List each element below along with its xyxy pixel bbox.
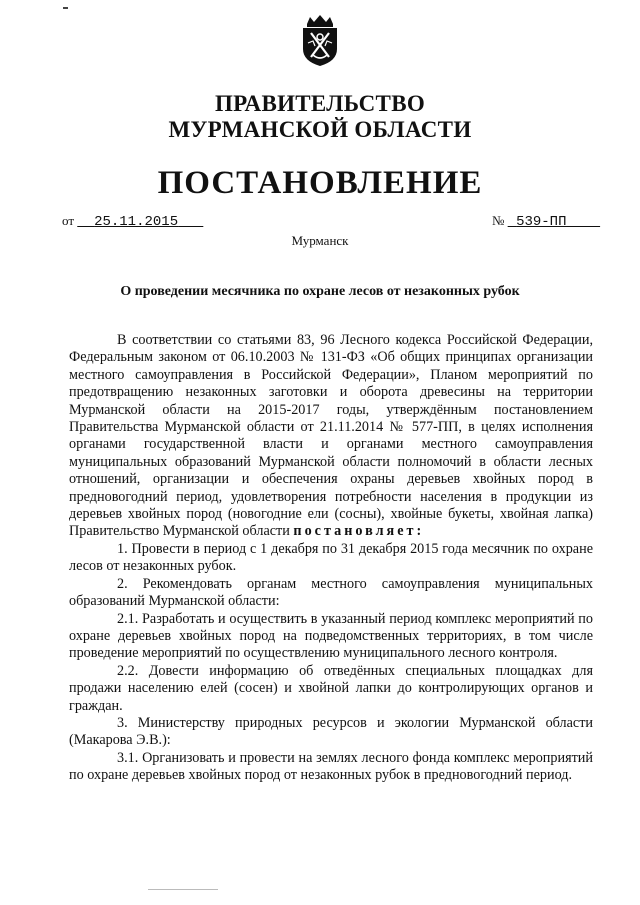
- scan-mark: [63, 7, 68, 9]
- date-prefix: от: [62, 213, 75, 228]
- gov-line-2: МУРМАНСКОЙ ОБЛАСТИ: [168, 117, 472, 142]
- number-prefix: №: [492, 213, 505, 228]
- divider: [148, 889, 218, 890]
- intro-paragraph: В соответствии со статьями 83, 96 Лесного кодекса Российской Федерации, Федеральным законом от 06.10.2003 № 131-ФЗ «Об общих принципах организации местного самоуправления в Российской Федерации», Планом мероприятий по предотвращению незаконных заготовки и оборота древесины на территории Мурманской области на 2015-2017 годы, утверждённым постановлением Правительства Мурманской области от 21.11.2014 № 577-ПП, в целях исполнения органами государственной власти и органами местного самоуправления муниципальных образований Мурманской области полномочий в области лесных отношений, организации и обеспечения охраны деревьев хвойных пород в предновогодний период, удовлетворения потребности населения в продукции из деревьев хвойных пород (новогодние ели (сосны), хвойные букеты, хвойная лапка) Правительство Мурманской области постановляет:: [69, 332, 593, 540]
- city: Мурманск: [291, 233, 349, 248]
- list-item: 2.2. Довести информацию об отведённых специальных площадках для продажи населению елей (сосен) и хвойной лапки до контролирующих органов и граждан.: [69, 662, 593, 714]
- government-name: [0, 91, 640, 143]
- list-item: 3.1. Организовать и провести на землях лесного фонда комплекс мероприятий по охране деревьев хвойных пород от незаконных рубок в предновогодний период.: [69, 749, 593, 784]
- document-body: [69, 332, 593, 785]
- number-value: 539-ПП: [516, 214, 567, 230]
- list-item: 1. Провести в период с 1 декабря по 31 декабря 2015 года месячник по охране лесов от незаконных рубок.: [69, 540, 593, 575]
- document-title: О проведении месячника по охране лесов от незаконных рубок: [120, 284, 520, 299]
- document-number: [492, 213, 600, 230]
- list-item: 2. Рекомендовать органам местного самоуправления муниципальных образований Мурманской области:: [69, 575, 593, 610]
- gov-line-1: ПРАВИТЕЛЬСТВО: [214, 91, 426, 116]
- list-item: 3. Министерству природных ресурсов и экологии Мурманской области (Макарова Э.В.):: [69, 714, 593, 749]
- decree-word: постановляет:: [293, 523, 425, 540]
- murmansk-coat-of-arms-icon: [299, 15, 341, 67]
- list-item: 2.1. Разработать и осуществить в указанный период комплекс мероприятий по охране деревьев хвойных пород на подведомственных территориях, в том числе проведение мероприятий по осуществлению муниципального лесного контроля.: [69, 610, 593, 662]
- document-type: ПОСТАНОВЛЕНИЕ: [157, 165, 483, 201]
- date-value: 25.11.2015: [94, 214, 179, 230]
- document-date: [62, 213, 203, 230]
